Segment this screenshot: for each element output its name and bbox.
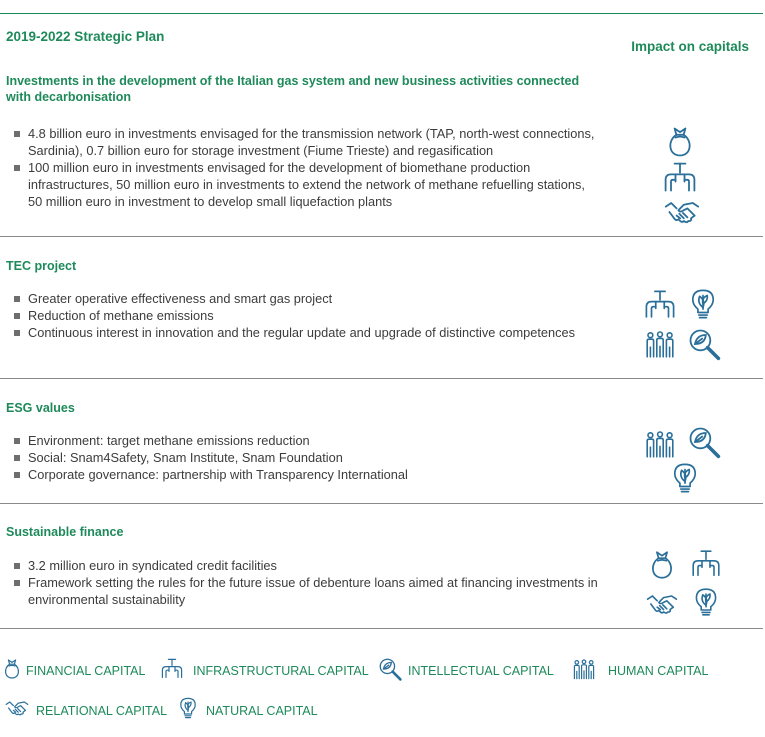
legend-intellectual: INTELLECTUAL CAPITAL — [408, 664, 554, 678]
legend-human: HUMAN CAPITAL — [608, 664, 709, 678]
lightbulb-leaf-icon — [668, 460, 702, 496]
lightbulb-leaf-icon — [176, 696, 200, 720]
handshake-icon — [2, 696, 32, 720]
section-divider — [0, 628, 763, 629]
section-title: TEC project — [6, 259, 77, 273]
handshake-icon — [642, 588, 682, 620]
bullet-item: Environment: target methane emissions reduction — [12, 432, 602, 449]
bullet-item: 4.8 billion euro in investments envisaged for the transmission network (TAP, north-west connections, Sardinia), 0.7 billion euro for storage investment (Fiume Trieste) and regasification — [12, 125, 602, 159]
bullet-item: 100 million euro in investments envisaged for the development of biomethane production infrastructures, 50 million euro in investments to extend the network of methane refuelling stations, 50 million euro in investment to develop small liquefaction plants — [12, 159, 602, 210]
money-bag-icon — [662, 124, 698, 160]
legend-natural: NATURAL CAPITAL — [206, 704, 318, 718]
bullet-list — [12, 125, 602, 210]
page-title: 2019-2022 Strategic Plan — [6, 29, 165, 44]
bullet-list — [12, 432, 602, 483]
pipe-tap-icon — [158, 657, 186, 681]
money-bag-icon — [0, 657, 24, 681]
top-rule — [0, 13, 763, 14]
people-group-icon — [643, 428, 677, 460]
money-bag-icon — [644, 548, 680, 582]
section-divider — [0, 236, 763, 237]
bullet-item: Corporate governance: partnership with Transparency International — [12, 466, 602, 483]
section-title: Investments in the development of the Italian gas system and new business activities connected with decarbonisation — [6, 74, 580, 104]
pipe-tap-icon — [662, 160, 698, 196]
pipe-tap-icon — [642, 288, 678, 322]
lightbulb-leaf-icon — [686, 286, 720, 322]
magnifier-leaf-icon — [686, 424, 722, 460]
section-divider — [0, 378, 763, 379]
people-group-icon — [568, 657, 600, 681]
lightbulb-leaf-icon — [690, 584, 722, 620]
impact-header: Impact on capitals — [631, 39, 749, 54]
legend-infrastructural: INFRASTRUCTURAL CAPITAL — [193, 664, 369, 678]
magnifier-leaf-icon — [377, 656, 403, 682]
bullet-item: 3.2 million euro in syndicated credit facilities — [12, 557, 602, 574]
handshake-icon — [662, 194, 702, 230]
legend-financial: FINANCIAL CAPITAL — [26, 664, 146, 678]
bullet-item: Continuous interest in innovation and the regular update and upgrade of distinctive competences — [12, 324, 602, 341]
bullet-item: Social: Snam4Safety, Snam Institute, Snam Foundation — [12, 449, 602, 466]
bullet-list — [12, 557, 602, 608]
section-title: Sustainable finance — [6, 525, 124, 539]
section-title: ESG values — [6, 401, 75, 415]
section-divider — [0, 503, 763, 504]
legend-relational: RELATIONAL CAPITAL — [36, 704, 168, 718]
bullet-list — [12, 290, 602, 341]
people-group-icon — [643, 328, 677, 360]
magnifier-leaf-icon — [686, 326, 722, 362]
pipe-tap-icon — [688, 548, 724, 580]
bullet-item: Reduction of methane emissions — [12, 307, 602, 324]
bullet-item: Framework setting the rules for the future issue of debenture loans aimed at financing investments in environmental sustainability — [12, 574, 602, 608]
bullet-item: Greater operative effectiveness and smart gas project — [12, 290, 602, 307]
